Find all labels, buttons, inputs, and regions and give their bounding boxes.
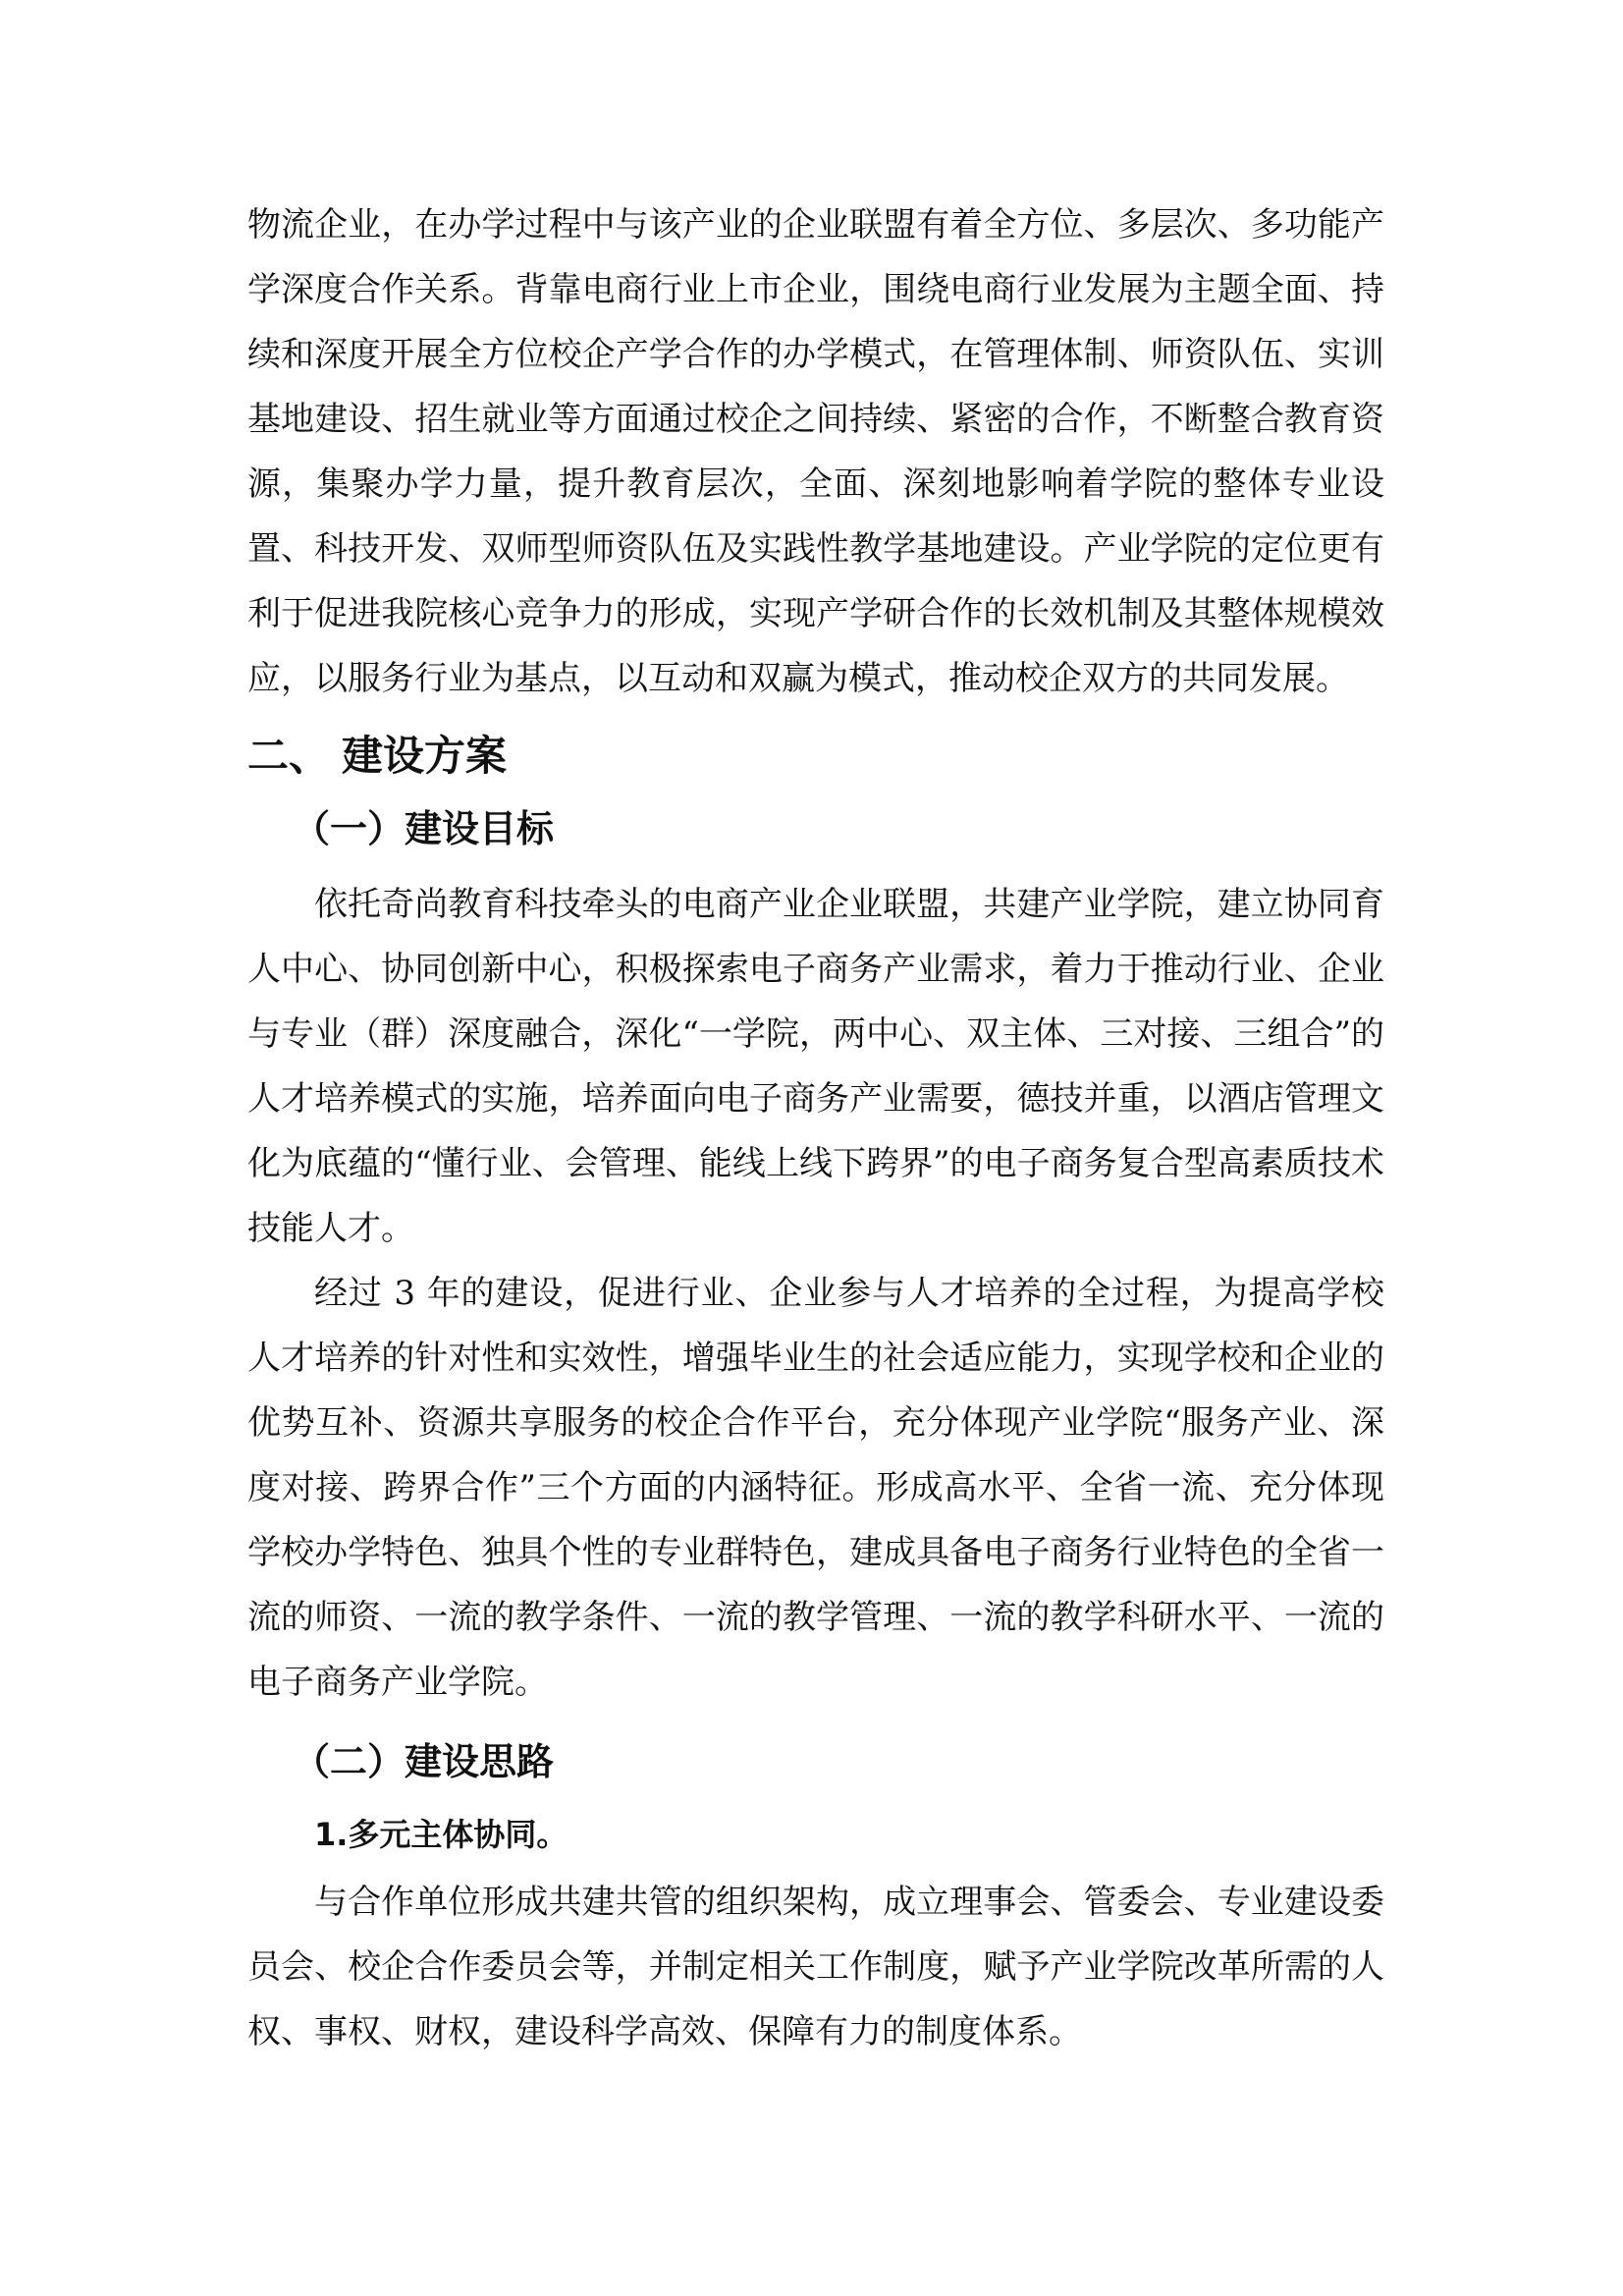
goal-paragraph-2: 经过 3 年的建设，促进行业、企业参与人才培养的全过程，为提高学校人才培养的针对性和实效性，增强毕业生的社会适应能力，实现学校和企业的优势互补、资源共享服务的校企合作平台，充分体现产业学院“服务产业、深度对接、跨界合作”三个方面的内涵特征。形成高水平、全省一流、充分体现学校办学特色、独具个性的专业群特色，建成具备电子商务行业特色的全省一流的师资、一流的教学条件、一流的教学管理、一流的教学科研水平、一流的电子商务产业学院。 xyxy=(247,1274,1384,1702)
subsection-heading-idea: （二）建设思路 xyxy=(293,1740,555,1783)
section-title: 建设方案 xyxy=(342,732,508,780)
subsection-heading-goal: （一）建设目标 xyxy=(293,807,555,850)
item-heading-1: 1.多元主体协同。 xyxy=(314,1816,568,1853)
document-page xyxy=(247,192,1384,2064)
goal-paragraph-1: 依托奇尚教育科技牵头的电商产业企业联盟，共建产业学院，建立协同育人中心、协同创新中心，积极探索电子商务产业需求，着力于推动行业、企业与专业（群）深度融合，深化“一学院，两中心、双主体、三对接、三组合”的人才培养模式的实施，培养面向电子商务产业需要，德技并重，以酒店管理文化为底蕴的“懂行业、会管理、能线上线下跨界”的电子商务复合型高素质技术技能人才。 xyxy=(247,885,1384,1248)
section-heading xyxy=(247,727,1384,786)
section-number: 二、 xyxy=(247,732,331,780)
idea-paragraph-1: 与合作单位形成共建共管的组织架构，成立理事会、管委会、专业建设委员会、校企合作委员会等，并制定相关工作制度，赋予产业学院改革所需的人权、事权、财权，建设科学高效、保障有力的制度体系。 xyxy=(247,1883,1384,2051)
intro-paragraph: 物流企业，在办学过程中与该产业的企业联盟有着全方位、多层次、多功能产学深度合作关系。背靠电商行业上市企业，围绕电商行业发展为主题全面、持续和深度开展全方位校企产学合作的办学模式，在管理体制、师资队伍、实训基地建设、招生就业等方面通过校企之间持续、紧密的合作，不断整合教育资源，集聚办学力量，提升教育层次，全面、深刻地影响着学院的整体专业设置、科技开发、双师型师资队伍及实践性教学基地建设。产业学院的定位更有利于促进我院核心竞争力的形成，实现产学研合作的长效机制及其整体规模效应，以服务行业为基点，以互动和双赢为模式，推动校企双方的共同发展。 xyxy=(247,205,1384,698)
